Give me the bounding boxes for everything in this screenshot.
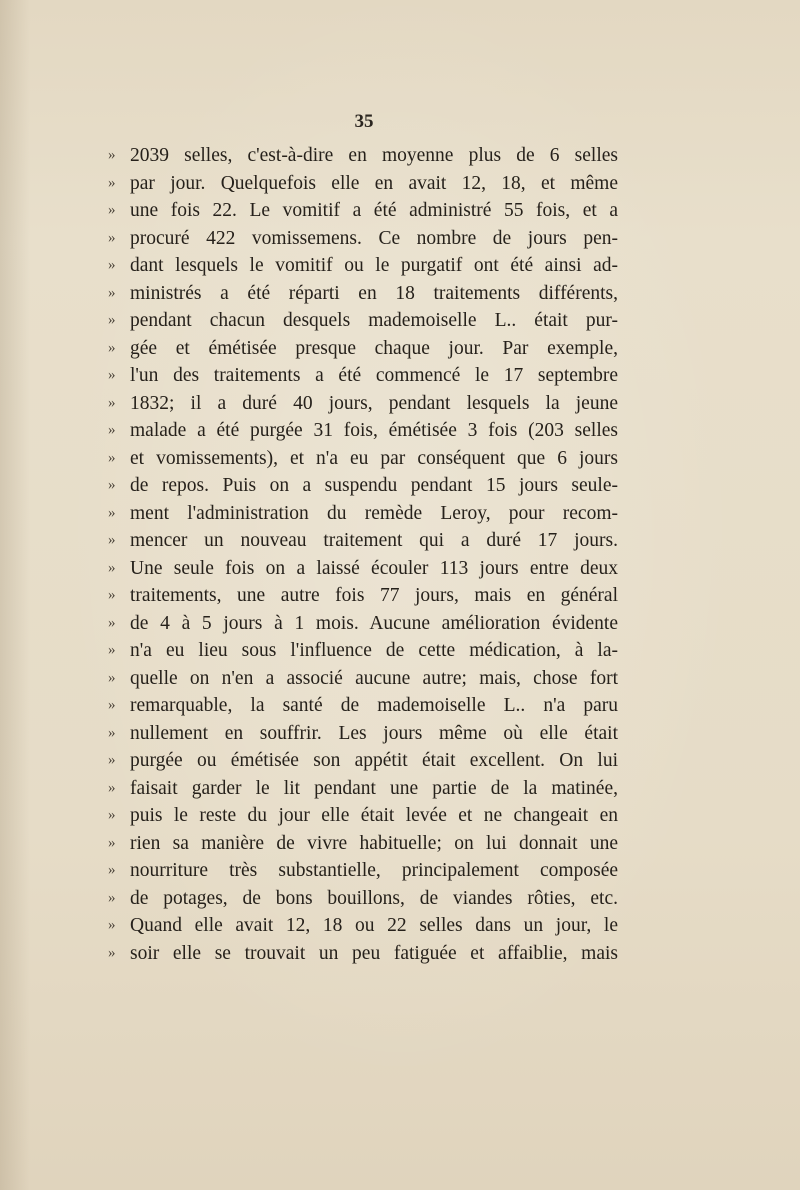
text-line [108, 802, 618, 830]
quotation-mark: » [108, 312, 116, 328]
text-line [108, 225, 618, 253]
text-line [108, 252, 618, 280]
quotation-mark: » [108, 284, 116, 301]
quotation-mark: » [108, 202, 116, 218]
quotation-mark: » [108, 944, 116, 961]
page-edge-shadow [0, 0, 30, 1190]
quotation-mark: » [108, 532, 116, 548]
line-text: mencer un nouveau traitement qui a duré 17 jours. [130, 530, 618, 551]
text-line [108, 610, 618, 638]
line-text: et vomissements), et n'a eu par conséquent que 6 jours [130, 447, 618, 469]
text-line [108, 720, 618, 748]
quotation-mark: » [108, 642, 116, 658]
text-line [108, 390, 618, 418]
quotation-mark: » [108, 449, 116, 466]
text-line [108, 362, 618, 390]
text-line [108, 445, 618, 473]
text-line [108, 747, 618, 775]
text-line [108, 830, 618, 858]
line-text: de repos. Puis on a suspendu pendant 15 jours seule- [130, 475, 618, 496]
line-text: purgée ou émétisée son appétit était excellent. On lui [130, 750, 618, 771]
text-line [108, 582, 618, 610]
line-text: procuré 422 vomissemens. Ce nombre de jours pen- [130, 227, 618, 249]
text-line [108, 197, 618, 225]
quotation-mark: » [108, 257, 116, 273]
line-text: soir elle se trouvait un peu fatiguée et affaiblie, mais [130, 942, 618, 964]
quotation-mark: » [108, 614, 116, 631]
line-text: puis le reste du jour elle était levée et ne changeait en [130, 805, 618, 826]
quotation-mark: » [108, 559, 116, 576]
quotation-mark: » [108, 367, 116, 383]
text-line [108, 280, 618, 308]
line-text: par jour. Quelquefois elle en avait 12, 18, et même [130, 172, 618, 194]
line-text: malade a été purgée 31 fois, émétisée 3 fois (203 selles [130, 420, 618, 441]
quotation-mark: » [108, 504, 116, 521]
quotation-mark: » [108, 339, 116, 356]
line-text: gée et émétisée presque chaque jour. Par exemple, [130, 337, 618, 359]
quotation-mark: » [108, 834, 116, 851]
line-text: Quand elle avait 12, 18 ou 22 selles dans un jour, le [130, 915, 618, 936]
page-number: 35 [354, 111, 374, 132]
text-line [108, 775, 618, 803]
text-line [108, 912, 618, 940]
line-text: remarquable, la santé de mademoiselle L.. n'a paru [130, 695, 618, 716]
line-text: de potages, de bons bouillons, de viandes rôties, etc. [130, 887, 618, 909]
text-line [108, 692, 618, 720]
line-text: de 4 à 5 jours à 1 mois. Aucune amélioration évidente [130, 612, 618, 634]
quotation-mark: » [108, 807, 116, 823]
text-line [108, 637, 618, 665]
text-line [108, 307, 618, 335]
line-text: dant lesquels le vomitif ou le purgatif ont été ainsi ad- [130, 255, 618, 276]
text-line [108, 472, 618, 500]
line-text: nourriture très substantielle, principalement composée [130, 860, 618, 881]
quotation-mark: » [108, 779, 116, 796]
quotation-mark: » [108, 147, 116, 163]
line-text: l'un des traitements a été commencé le 17 septembre [130, 365, 618, 386]
text-line [108, 857, 618, 885]
line-text: n'a eu lieu sous l'influence de cette médication, à la- [130, 640, 618, 661]
text-line [108, 555, 618, 583]
text-line [108, 500, 618, 528]
line-text: pendant chacun desquels mademoiselle L.. était pur- [130, 310, 618, 331]
quotation-mark: » [108, 394, 116, 411]
quotation-mark: » [108, 587, 116, 603]
quotation-mark: » [108, 422, 116, 438]
quotation-mark: » [108, 724, 116, 741]
line-text: 2039 selles, c'est-à-dire en moyenne plus de 6 selles [130, 145, 618, 166]
line-text: ment l'administration du remède Leroy, pour recom- [130, 502, 618, 524]
quotation-mark: » [108, 477, 116, 493]
line-text: nullement en souffrir. Les jours même où elle était [130, 722, 618, 744]
line-text: traitements, une autre fois 77 jours, mais en général [130, 585, 618, 606]
line-text: rien sa manière de vivre habituelle; on lui donnait une [130, 832, 618, 854]
text-line [108, 527, 618, 555]
text-line [108, 940, 618, 968]
line-text: Une seule fois on a laissé écouler 113 jours entre deux [130, 557, 618, 579]
quotation-mark: » [108, 752, 116, 768]
line-text: quelle on n'en a associé aucune autre; mais, chose fort [130, 667, 618, 689]
quotation-mark: » [108, 174, 116, 191]
line-text: 1832; il a duré 40 jours, pendant lesquels la jeune [130, 392, 618, 414]
text-line [108, 335, 618, 363]
line-text: une fois 22. Le vomitif a été administré 55 fois, et a [130, 200, 618, 221]
quotation-mark: » [108, 917, 116, 933]
quotation-mark: » [108, 229, 116, 246]
text-line [108, 142, 618, 170]
text-line [108, 665, 618, 693]
quotation-mark: » [108, 862, 116, 878]
text-line [108, 170, 618, 198]
text-line [108, 885, 618, 913]
line-text: ministrés a été réparti en 18 traitements différents, [130, 282, 618, 304]
body-text [108, 142, 618, 967]
quotation-mark: » [108, 697, 116, 713]
text-line [108, 417, 618, 445]
quotation-mark: » [108, 669, 116, 686]
quotation-mark: » [108, 889, 116, 906]
line-text: faisait garder le lit pendant une partie de la matinée, [130, 777, 618, 799]
